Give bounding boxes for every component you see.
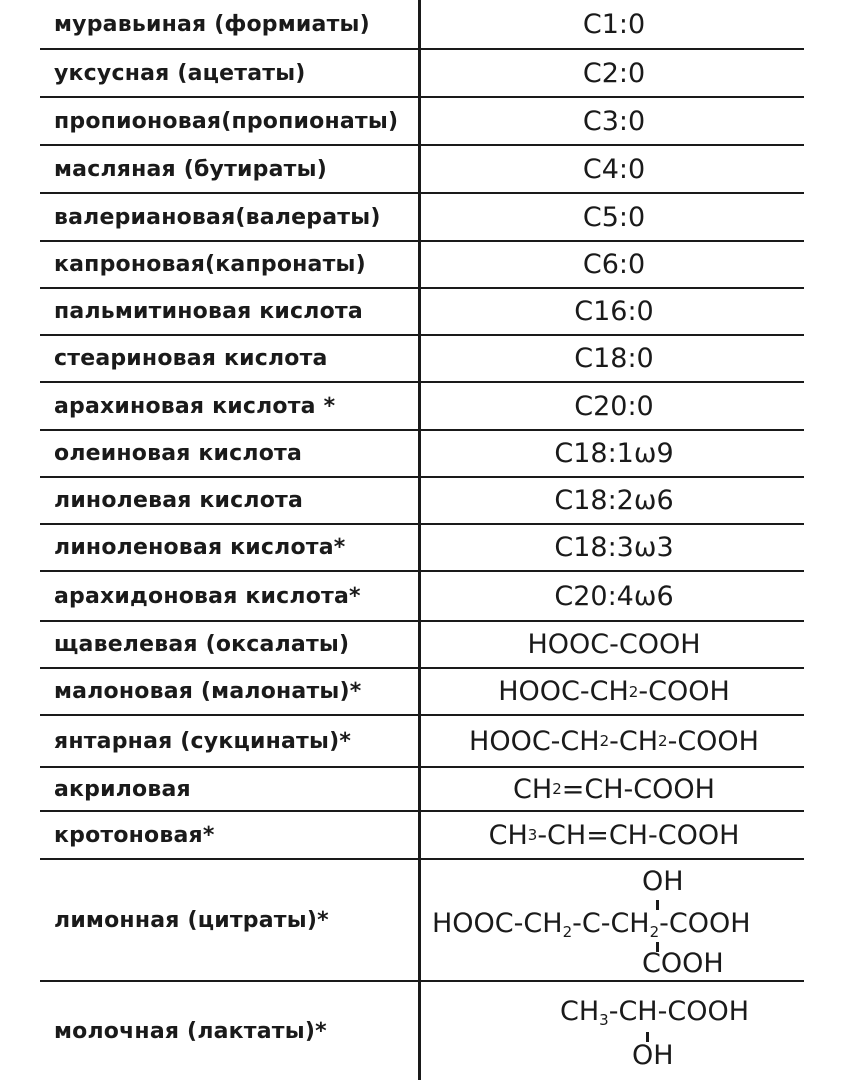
acid-formula: C18:2ω6 [554,485,674,516]
table-row [40,572,804,622]
formula-text: -COOH [667,725,759,757]
formula-text: -COOH [659,908,751,939]
acid-name: олеиновая кислота [54,441,303,466]
subscript: 2 [649,923,660,941]
formula-text: CH [560,996,600,1027]
acid-name: щавелевая (оксалаты) [54,632,350,657]
acid-formula [424,812,804,858]
acid-formula: C16:0 [574,296,654,327]
acid-name: масляная (бутираты) [54,156,327,182]
main-chain [560,996,749,1029]
lactic-structure [424,982,804,1080]
subscript: 2 [658,732,668,750]
acid-name: янтарная (сукцинаты)* [54,728,352,754]
table-row [40,146,804,194]
table-row [40,622,804,669]
table-row [40,383,804,431]
acid-name: линолевая кислота [54,488,304,513]
acid-name: линоленовая кислота* [54,535,346,560]
acid-name: лимонная (цитраты)* [54,907,329,933]
acid-formula: C2:0 [582,57,646,89]
table-row [40,525,804,572]
acid-formula: C20:4ω6 [554,580,674,612]
table-row [40,768,804,812]
table-row [40,812,804,860]
table-row [40,242,804,289]
acid-name: арахидоновая кислота* [54,583,361,609]
oh-group: OH [632,1040,674,1071]
acid-name: валериановая(валераты) [54,204,381,230]
acid-name: уксусная (ацетаты) [54,60,306,86]
table-row [40,716,804,768]
acid-formula [424,716,804,766]
acid-name: муравьиная (формиаты) [54,11,370,37]
table-row [40,194,804,242]
formula-text: HOOC-CH [432,908,563,939]
acid-name: стеариновая кислота [54,346,328,371]
table-row [40,982,804,1080]
subscript: 2 [628,682,639,701]
acid-name: пальмитиновая кислота [54,299,363,324]
formula-text: CH [488,819,528,851]
acid-formula: C1:0 [582,8,646,40]
cooh-group: COOH [642,948,724,979]
citric-structure [424,860,804,980]
table-row [40,860,804,982]
subscript: 3 [527,826,538,844]
subscript: 3 [599,1011,609,1029]
acid-name: кротоновая* [54,822,215,848]
formula-text: -CH-COOH [608,996,750,1027]
acid-formula: C18:3ω3 [554,532,674,563]
formula-text: =CH-COOH [561,773,715,805]
acid-name: пропионовая(пропионаты) [54,108,399,134]
acid-formula [424,669,804,714]
formula-text: -CH [609,725,659,757]
acid-name: акриловая [54,776,191,802]
formula-text: HOOC-CH [498,676,629,707]
table-row [40,98,804,146]
acid-name: капроновая(капронаты) [54,252,366,277]
acid-name: молочная (лактаты)* [54,1018,327,1044]
acid-formula: C20:0 [574,390,654,422]
formula-text: HOOC-CH [469,725,600,757]
acid-formula: HOOC-COOH [527,629,701,660]
subscript: 2 [562,923,573,941]
subscript: 2 [552,780,562,798]
table-row [40,478,804,525]
table-row [40,0,804,50]
acid-formula: C4:0 [582,153,646,185]
formula-text: -COOH [638,676,730,707]
acid-name: арахиновая кислота * [54,393,336,419]
formula-text: -C-CH [572,908,650,939]
subscript: 2 [599,732,610,750]
formula-text: -CH=CH-COOH [537,819,740,851]
acid-formula: C6:0 [582,249,646,280]
table-row [40,669,804,716]
acid-formula: C18:0 [574,343,654,374]
table-row [40,50,804,98]
table-row [40,289,804,336]
acid-formula [424,768,804,810]
main-chain [432,908,751,941]
acid-name: малоновая (малонаты)* [54,679,362,704]
acid-formula: C18:1ω9 [554,438,674,469]
oh-group: OH [642,866,684,897]
acid-formula: C5:0 [582,201,646,233]
acid-formula: C3:0 [582,105,646,137]
table-row [40,336,804,383]
formula-text: CH [513,773,553,805]
table-row [40,431,804,478]
